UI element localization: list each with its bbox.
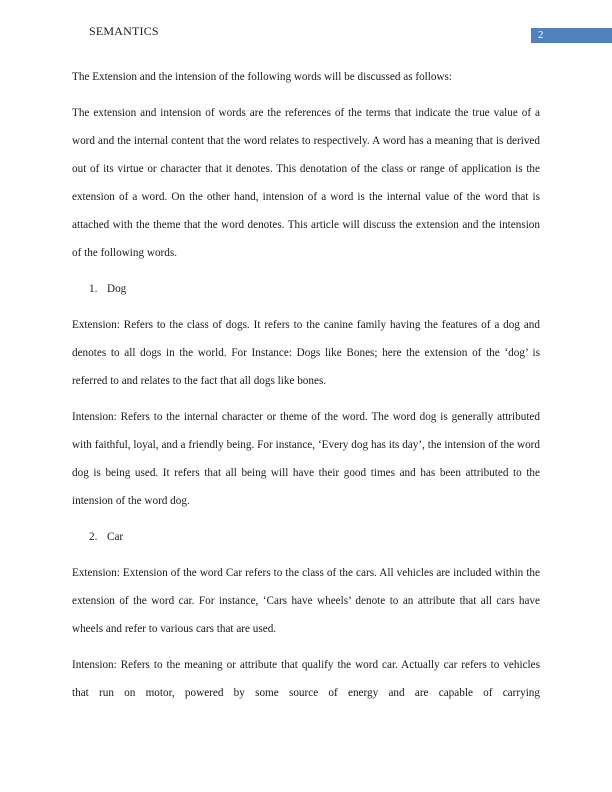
- list-word: Dog: [107, 283, 127, 295]
- car-extension-paragraph: Extension: Extension of the word Car refers to the class of the cars. All vehicles are included within the extension of the word car. For instance, ‘Cars have wheels’ denote to an attribute that all cars have wheels and refer to various cars that are used.: [72, 567, 540, 635]
- intro-line: The Extension and the intension of the following words will be discussed as follows:: [72, 71, 453, 83]
- intro-paragraph: The extension and intension of words are the references of the terms that indicate the true value of a word and the internal content that the word relates to respectively. A word has a meaning that is derived out of its virtue or character that it denotes. This denotation of the class or range of application is the extension of a word. On the other hand, intension of a word is the internal value of the word that is attached with the theme that the word denotes. This article will discuss the extension and the intension of the following words.: [72, 107, 540, 259]
- list-number: 2.: [89, 531, 98, 543]
- list-word: Car: [107, 531, 124, 543]
- document-body: [72, 63, 540, 715]
- list-item-car: [72, 523, 540, 551]
- dog-intension-paragraph: Intension: Refers to the internal character or theme of the word. The word dog is generally attributed with faithful, loyal, and a friendly being. For instance, ‘Every dog has its day’, the intension of the word dog is being used. It refers that all being will have their good times and has been attributed to the intension of the word dog.: [72, 411, 540, 507]
- list-item-dog: [72, 275, 540, 303]
- dog-extension-paragraph: Extension: Refers to the class of dogs. It refers to the canine family having the features of a dog and denotes to all dogs in the world. For Instance: Dogs like Bones; here the extension of the ‘dog’ is referred to and relates to the fact that all dogs like bones.: [72, 319, 540, 387]
- page-number-badge: 2: [531, 28, 612, 43]
- list-number: 1.: [89, 283, 98, 295]
- car-intension-paragraph: Intension: Refers to the meaning or attribute that qualify the word car. Actually car refers to vehicles that run on motor, powered by some source of energy and are capable of carrying: [72, 659, 540, 699]
- running-head: SEMANTICS: [89, 24, 159, 38]
